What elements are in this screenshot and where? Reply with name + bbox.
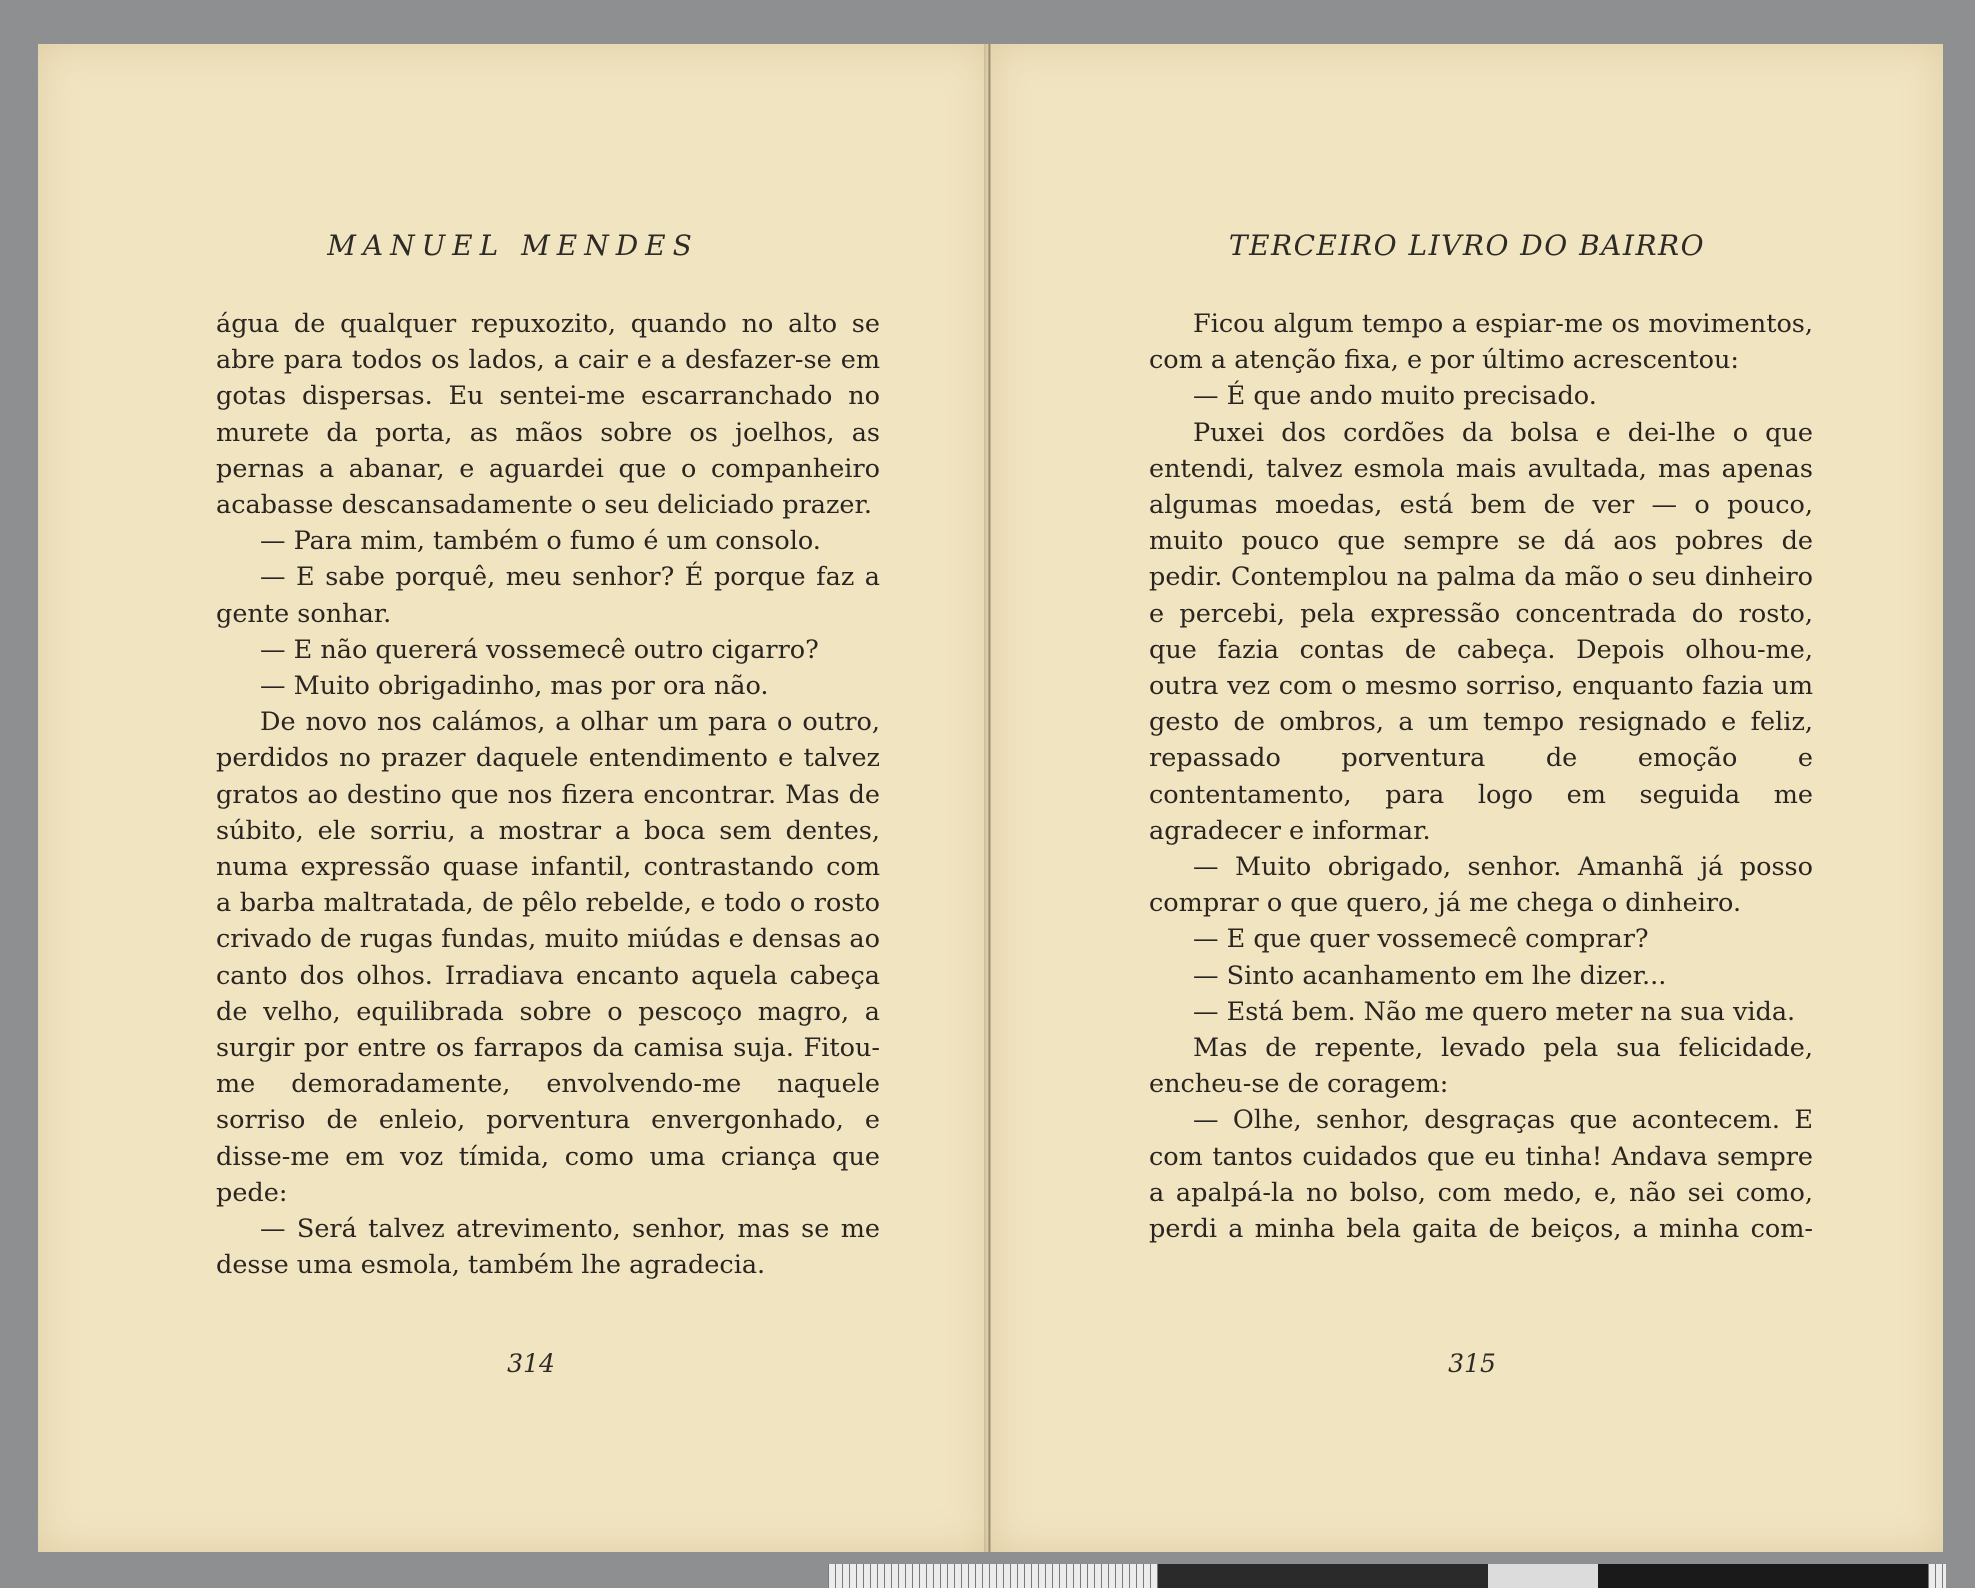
dialogue-line: — Sinto acanhamento em lhe dizer... — [1193, 960, 1667, 991]
ruler-dark-segment — [1598, 1564, 1928, 1588]
dialogue-line: — E sabe porquê, meu senhor? É porque faz a gente sonhar. — [216, 562, 880, 629]
page-number-right: 315 — [1448, 1349, 1496, 1378]
right-page — [990, 44, 1943, 1552]
ruler-dark-segment — [1158, 1564, 1488, 1588]
dialogue-line: — E não quererá vossemecê outro cigarro? — [260, 634, 819, 665]
dialogue-line: — Muito obrigadinho, mas por ora não. — [260, 671, 769, 702]
dialogue-line: — E que quer vossemecê comprar? — [1193, 924, 1649, 955]
page-number-left: 314 — [507, 1349, 555, 1378]
ruler-light-segment — [1488, 1564, 1598, 1588]
ruler-ticks — [828, 1564, 1158, 1588]
right-page-text — [1149, 306, 1813, 1247]
paragraph: água de qualquer repuxozito, quando no alto se abre para todos os lados, a cair e a desfazer-se em gotas dispersas. Eu sentei-me escarranchado no murete da porta, as mãos sobre os joelhos, as pernas a abanar, e aguardei que o companheiro acabasse descansadamente o seu deliciado prazer. — [216, 309, 880, 521]
dialogue-line: — Está bem. Não me quero meter na sua vida. — [1193, 996, 1796, 1027]
dialogue-line: — Olhe, senhor, desgraças que acontecem. E com tantos cuidados que eu tinha! Andava sempre a apalpá-la no bolso, com medo, e, não sei como, perdi a minha bela gaita de beiços, a minha com- — [1149, 1105, 1813, 1245]
scale-ruler — [828, 1564, 1946, 1588]
book-spread — [38, 44, 1942, 1552]
paragraph: Puxei dos cordões da bolsa e dei-lhe o que entendi, talvez esmola mais avultada, mas apenas algumas moedas, está bem de ver — o pouco, muito pouco que sempre se dá aos pobres de pedir. Contemplou na palma da mão o seu dinheiro e percebi, pela expressão concentrada do rosto, que fazia contas de cabeça. Depois olhou-me, outra vez com o mesmo sorriso, enquanto fazia um gesto de ombros, a um tempo resignado e feliz, repassado porventura de emoção e contentamento, para logo em seguida me agradecer e informar. — [1149, 417, 1813, 846]
paragraph: Ficou algum tempo a espiar-me os movimentos, com a atenção fixa, e por último acrescentou: — [1149, 309, 1813, 376]
left-page-text — [216, 306, 880, 1283]
dialogue-line: — É que ando muito precisado. — [1193, 381, 1597, 412]
left-page — [38, 44, 989, 1552]
ruler-ticks — [1928, 1564, 1946, 1588]
dialogue-line: — Será talvez atrevimento, senhor, mas se me desse uma esmola, também lhe agradecia. — [216, 1214, 880, 1281]
paragraph: Mas de repente, levado pela sua felicidade, encheu-se de coragem: — [1149, 1033, 1813, 1100]
dialogue-line: — Para mim, também o fumo é um consolo. — [260, 526, 821, 557]
dialogue-line: — Muito obrigado, senhor. Amanhã já posso comprar o que quero, já me chega o dinheiro. — [1149, 852, 1813, 919]
running-head-author: MANUEL MENDES — [327, 229, 699, 262]
running-head-title: TERCEIRO LIVRO DO BAIRRO — [1228, 229, 1706, 262]
paragraph: De novo nos calámos, a olhar um para o outro, perdidos no prazer daquele entendimento e talvez gratos ao destino que nos fizera encontrar. Mas de súbito, ele sorriu, a mostrar a boca sem dentes, numa expressão quase infantil, contrastando com a barba maltratada, de pêlo rebelde, e todo o rosto crivado de rugas fundas, muito miúdas e densas ao canto dos olhos. Irradiava encanto aquela cabeça de velho, equilibrada sobre o pescoço magro, a surgir por entre os farrapos da camisa suja. Fitou-me demoradamente, envolvendo-me naquele sorriso de enleio, porventura envergonhado, e disse-me em voz tímida, como uma criança que pede: — [216, 707, 880, 1208]
